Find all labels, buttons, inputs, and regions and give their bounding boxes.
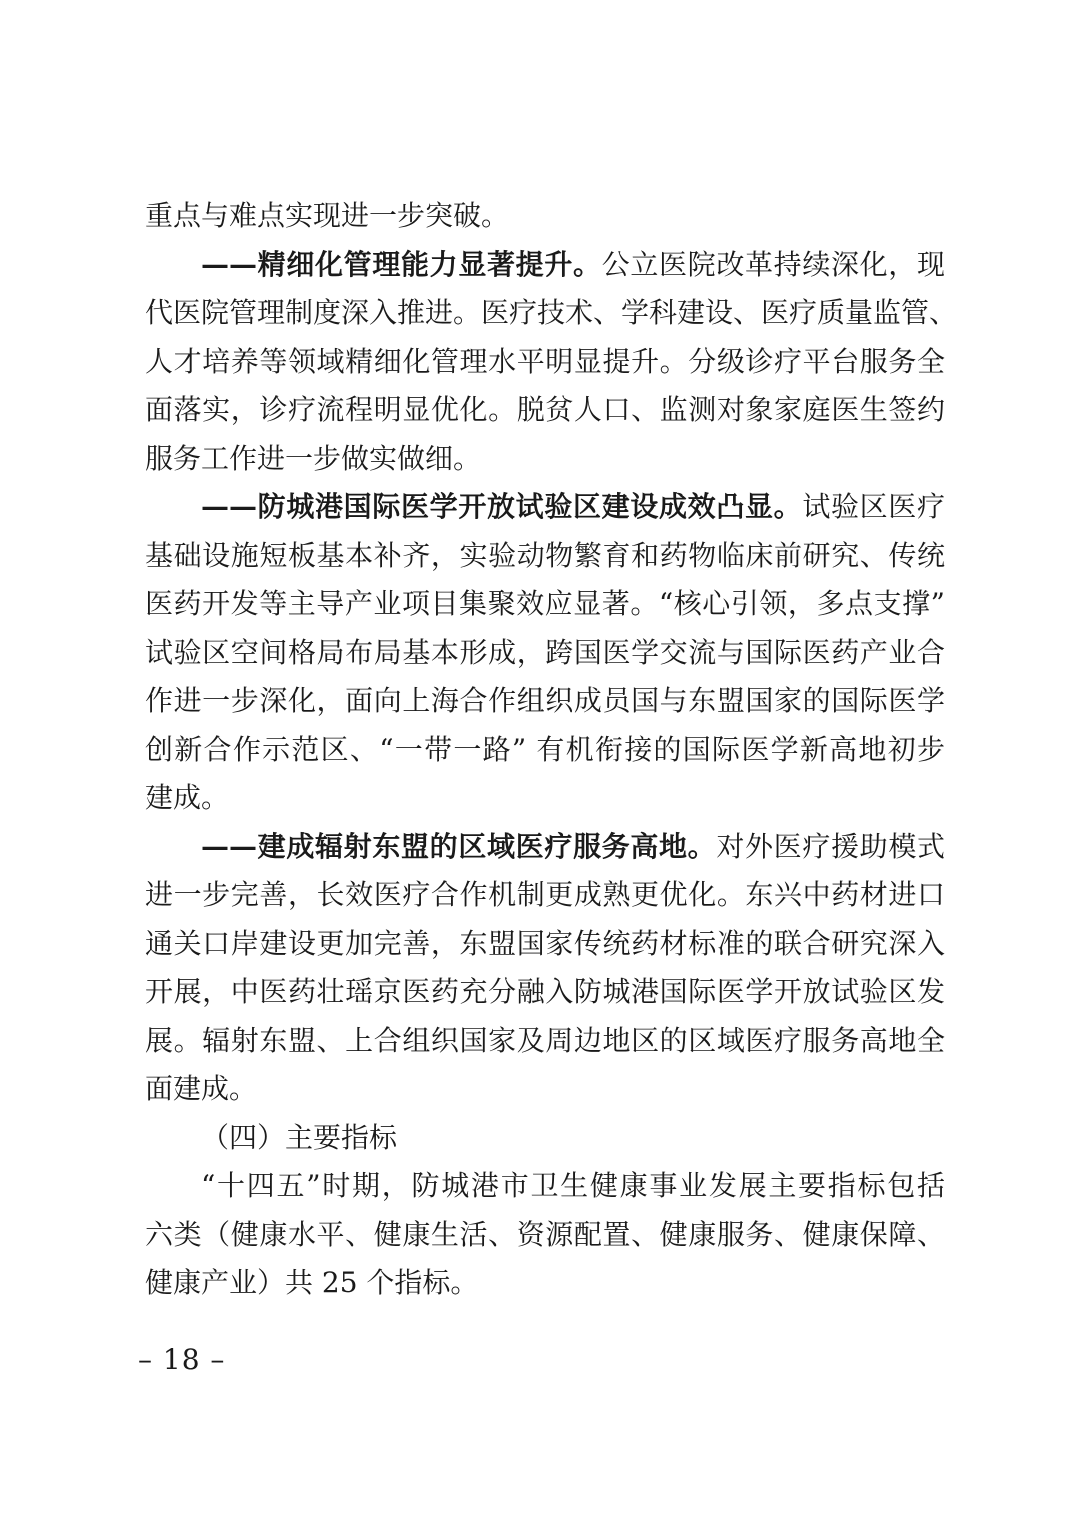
paragraph-line: 基础设施短板基本补齐，实验动物繁育和药物临床前研究、传统: [145, 538, 945, 572]
page-number: – 18 –: [138, 1343, 226, 1376]
subsection-title: （四）主要指标: [201, 1120, 398, 1154]
section-heading: ——建成辐射东盟的区域医疗服务高地。: [201, 829, 717, 863]
paragraph-line: 试验区空间格局布局基本形成，跨国医学交流与国际医药产业合: [145, 635, 945, 669]
paragraph-line: 面建成。: [145, 1072, 258, 1105]
paragraph-line: 重点与难点实现进一步突破。: [145, 199, 510, 232]
paragraph-line: 面落实，诊疗流程明显优化。脱贫人口、监测对象家庭医生签约: [145, 393, 945, 426]
paragraph-line: 六类（健康水平、健康生活、资源配置、健康服务、健康保障、: [145, 1217, 945, 1251]
paragraph-line: 建成。: [145, 781, 230, 814]
paragraph-line: “十四五”时期，防城港市卫生健康事业发展主要指标包括: [201, 1169, 945, 1202]
paragraph-line: ——建成辐射东盟的区域医疗服务高地。对外医疗援助模式: [201, 829, 945, 863]
body-text: [145, 192, 958, 1308]
paragraph-line: 通关口岸建设更加完善，东盟国家传统药材标准的联合研究深入: [145, 926, 945, 960]
paragraph-line: 代医院管理制度深入推进。医疗技术、学科建设、医疗质量监管、: [145, 296, 958, 329]
paragraph-line: ——防城港国际医学开放试验区建设成效凸显。试验区医疗: [201, 490, 945, 523]
paragraph-line: ——精细化管理能力显著提升。公立医院改革持续深化，现: [201, 247, 945, 281]
paragraph-line: 进一步完善，长效医疗合作机制更成熟更优化。东兴中药材进口: [145, 878, 945, 911]
paragraph-line: 服务工作进一步做实做细。: [145, 441, 482, 475]
paragraph-line: 开展，中医药壮瑶京医药充分融入防城港国际医学开放试验区发: [145, 975, 945, 1008]
paragraph-line: 创新合作示范区、“一带一路” 有机衔接的国际医学新高地初步: [145, 732, 945, 766]
paragraph-line: 作进一步深化，面向上海合作组织成员国与东盟国家的国际医学: [145, 684, 945, 717]
paragraph-line: 人才培养等领域精细化管理水平明显提升。分级诊疗平台服务全: [145, 344, 945, 378]
paragraph-line: 医药开发等主导产业项目集聚效应显著。“核心引领，多点支撑”: [145, 587, 945, 620]
paragraph-line: 展。辐射东盟、上合组织国家及周边地区的区域医疗服务高地全: [145, 1023, 945, 1057]
section-heading: ——精细化管理能力显著提升。: [201, 247, 602, 281]
section-heading: ——防城港国际医学开放试验区建设成效凸显。: [201, 490, 803, 523]
paragraph-line: 健康产业）共 25 个指标。: [145, 1266, 479, 1299]
